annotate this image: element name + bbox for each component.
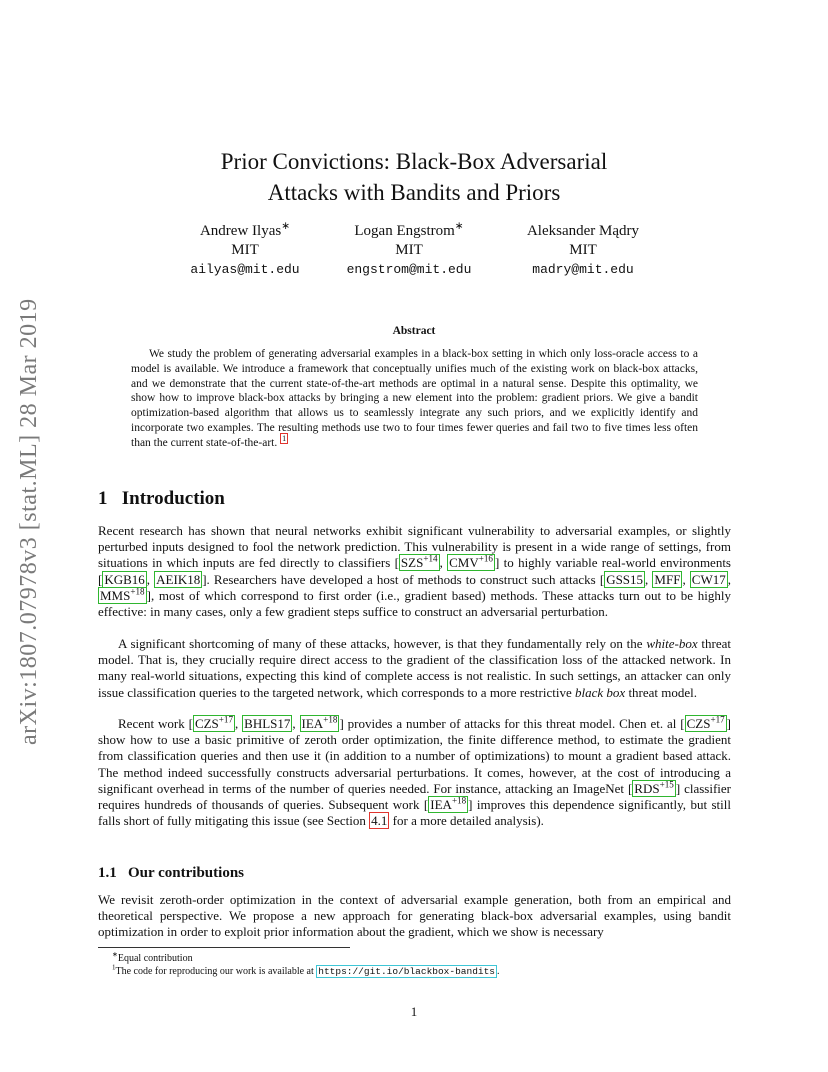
citation-link[interactable]: GSS15 <box>606 571 644 587</box>
section-heading-introduction <box>98 488 225 510</box>
text-run: classifier requires hundreds of thousands of queries. Subsequent work <box>98 780 731 813</box>
author-2 <box>334 222 484 279</box>
author-affiliation: MIT <box>395 242 423 258</box>
code-url-link[interactable]: https://git.io/blackbox-bandits <box>318 966 495 977</box>
title-line-1: Prior Convictions: Black-Box Adversarial <box>220 149 608 174</box>
section-number: 1 <box>98 488 108 509</box>
citation-link[interactable]: $SZS^{+14}$ <box>400 554 438 571</box>
footnote-code: $^1$The code for reproducing our work is available at https://git.io/blackbox-bandits . <box>112 963 500 977</box>
author-name: Aleksander Mądry <box>526 223 640 239</box>
section-number: 1.1 <box>98 865 117 881</box>
arxiv-side-stamp: arXiv:1807.07978v3 [stat.ML] 28 Mar 2019 <box>16 298 42 745</box>
footnote-text: The code for reproducing our work is available at <box>115 966 317 977</box>
equal-contribution-mark: ∗ <box>281 221 291 232</box>
text-run: to highly variable real-world environments <box>499 555 731 571</box>
section-heading-our-contributions <box>98 865 244 882</box>
page-number: 1 <box>410 1004 418 1019</box>
citation-link[interactable]: $MMS^{+18}$ <box>100 586 145 603</box>
text-run: show how to use a basic primitive of zeroth order optimization, the finite difference method, to estimate the gradient from classification queries and then use it (in addition to a number of optimizations) to mount a gradient based attack. The method indeed successfully constructs adversarial perturbations. It comes, however, at the cost of introducing a significant overhead in terms of the number of queries needed. For instance, attacking an ImageNet <box>98 732 731 796</box>
citation-link[interactable]: CW17 <box>691 571 726 587</box>
intro-paragraph-1: Recent research has shown that neural networks exhibit significant vulnerability to adversarial examples, or slightly perturbed inputs designed to fool the network prediction. This vulnerability is present in a wide range of settings, from situations in which inputs are fed directly to classifiers [ $SZS^{+14}$ , $CMV^{+16}$ ] to highly variable real-world environments [ KGB16 , AEIK18 ]. Researchers have developed a host of methods to construct such attacks [ GSS15 , MFF , CW17 , $MMS^{+18}$ ], most of which correspond to first order (i.e., gradient based) methods. These attacks turn out to be highly effective: in many cases, only a few gradient steps suffice to construct an adversarial perturbation. <box>98 523 731 620</box>
citation-link[interactable]: $CMV^{+16}$ <box>449 554 493 571</box>
intro-paragraph-3: Recent work [ $CZS^{+17}$ , BHLS17 , $IEA^{+18}$ ] provides a number of attacks for this threat model. Chen et. al [ $CZS^{+17}$ ] show how to use a basic primitive of zeroth order optimization, the finite difference method, to estimate the gradient from classification queries and then use it (in addition to a number of optimizations) to mount a gradient based attack. The method indeed successfully constructs adversarial perturbations. It comes, however, at the cost of introducing a significant overhead in terms of the number of queries needed. For instance, attacking an ImageNet [ $RDS^{+15}$ ] classifier requires hundreds of thousands of queries. Subsequent work [ $IEA^{+18}$ ] improves this dependence significantly, but still falls short of fully mitigating this issue (see Section 4.1 for a more detailed analysis). <box>98 714 732 829</box>
author-3 <box>508 222 658 279</box>
citation-link[interactable]: $CZS^{+17}$ <box>194 714 234 731</box>
section-title: Our contributions <box>128 865 244 881</box>
footnotes <box>112 952 500 978</box>
citation-link[interactable]: $CZS^{+17}$ <box>686 714 725 731</box>
text-run: . Researchers have developed a host of methods to construct such attacks <box>206 571 600 587</box>
author-email[interactable]: madry@mit.edu <box>532 262 634 277</box>
author-affiliation: MIT <box>231 242 259 258</box>
text-run: threat model. <box>625 684 698 700</box>
text-run: threat model. That is, they crucially require direct access to the gradient of the classification loss of the attacked network. In many real-world situations, expecting this kind of complete access is not realistic. In such settings, an attacker can only issue classification queries to the targeted network, which corresponds to a more restrictive <box>98 636 731 700</box>
text-run: improves this dependence significantly, but still falls short of fully mitigating this issue (see Section <box>98 797 731 829</box>
emphasis: black box <box>575 684 626 700</box>
text-run: , most of which correspond to first order (i.e., gradient based) methods. These attacks turn out to be highly effective: in many cases, only a few gradient steps suffice to construct an adversarial perturbation. <box>98 587 731 620</box>
footnote-equal: ∗Equal contribution <box>112 950 193 964</box>
intro-paragraph-2 <box>98 636 731 701</box>
citation-link[interactable]: $IEA^{+18}$ <box>301 714 338 731</box>
author-name: Andrew Ilyas <box>199 223 282 239</box>
text-run: provides a number of attacks for this threat model. Chen et. al <box>343 716 681 731</box>
equal-contribution-mark: ∗ <box>454 221 464 232</box>
footnote-link[interactable]: 1 <box>282 433 287 443</box>
section-ref-link[interactable]: 4.1 <box>371 813 388 829</box>
author-name: Logan Engstrom <box>354 223 455 239</box>
text-run: for a more detailed analysis). <box>389 813 544 829</box>
citation-link[interactable]: BHLS17 <box>244 716 291 731</box>
abstract-text <box>131 347 698 451</box>
text-run: A significant shortcoming of many of these attacks, however, is that they fundamentally rely on the <box>118 636 647 651</box>
citation-link[interactable]: $IEA^{+18}$ <box>430 795 467 813</box>
section-title: Introduction <box>121 488 225 509</box>
author-affiliation: MIT <box>569 242 597 258</box>
footnote-divider <box>98 947 350 948</box>
text-run: Recent research has shown that neural networks exhibit significant vulnerability to adversarial examples, or slightly perturbed inputs designed to fool the network prediction. This vulnerability is present in a wide range of settings, from situations in which inputs are fed directly to classifiers <box>98 523 731 571</box>
emphasis: white-box <box>646 636 698 651</box>
footnote-text: Equal contribution <box>117 953 193 964</box>
author-email[interactable]: engstrom@mit.edu <box>346 262 472 277</box>
author-1 <box>180 222 310 279</box>
text-run: Recent work <box>118 716 189 731</box>
author-email[interactable]: ailyas@mit.edu <box>190 262 300 277</box>
abstract-heading: Abstract <box>392 325 436 337</box>
paper-title <box>0 146 828 208</box>
contributions-paragraph: We revisit zeroth-order optimization in the context of adversarial example generation, both from an empirical and theoretical perspective. We propose a new approach for generating black-box adversarial examples, using bandit optimization in order to exploit prior information about the gradient, which we show is necessary <box>98 892 731 940</box>
citation-link[interactable]: AEIK18 <box>156 571 201 587</box>
title-line-2: Attacks with Bandits and Priors <box>267 180 561 205</box>
citation-link[interactable]: $RDS^{+15}$ <box>634 779 674 796</box>
citation-link[interactable]: MFF <box>654 571 681 587</box>
citation-link[interactable]: KGB16 <box>104 571 145 587</box>
abstract-body: We study the problem of generating adversarial examples in a black-box setting in which only loss-oracle access to a model is available. We introduce a framework that conceptually unifies much of the existing work on black-box attacks, and we demonstrate that the current state-of-the-art methods are optimal in a natural sense. Despite this optimality, we show how to improve black-box attacks by bringing a new element into the problem: gradient priors. We give a bandit optimization-based algorithm that allows us to seamlessly integrate any such priors, and we explicitly identify and incorporate two examples. The resulting methods use two to four times fewer queries and fail two to five times less often than the current state-of-the-art. <box>131 348 698 449</box>
